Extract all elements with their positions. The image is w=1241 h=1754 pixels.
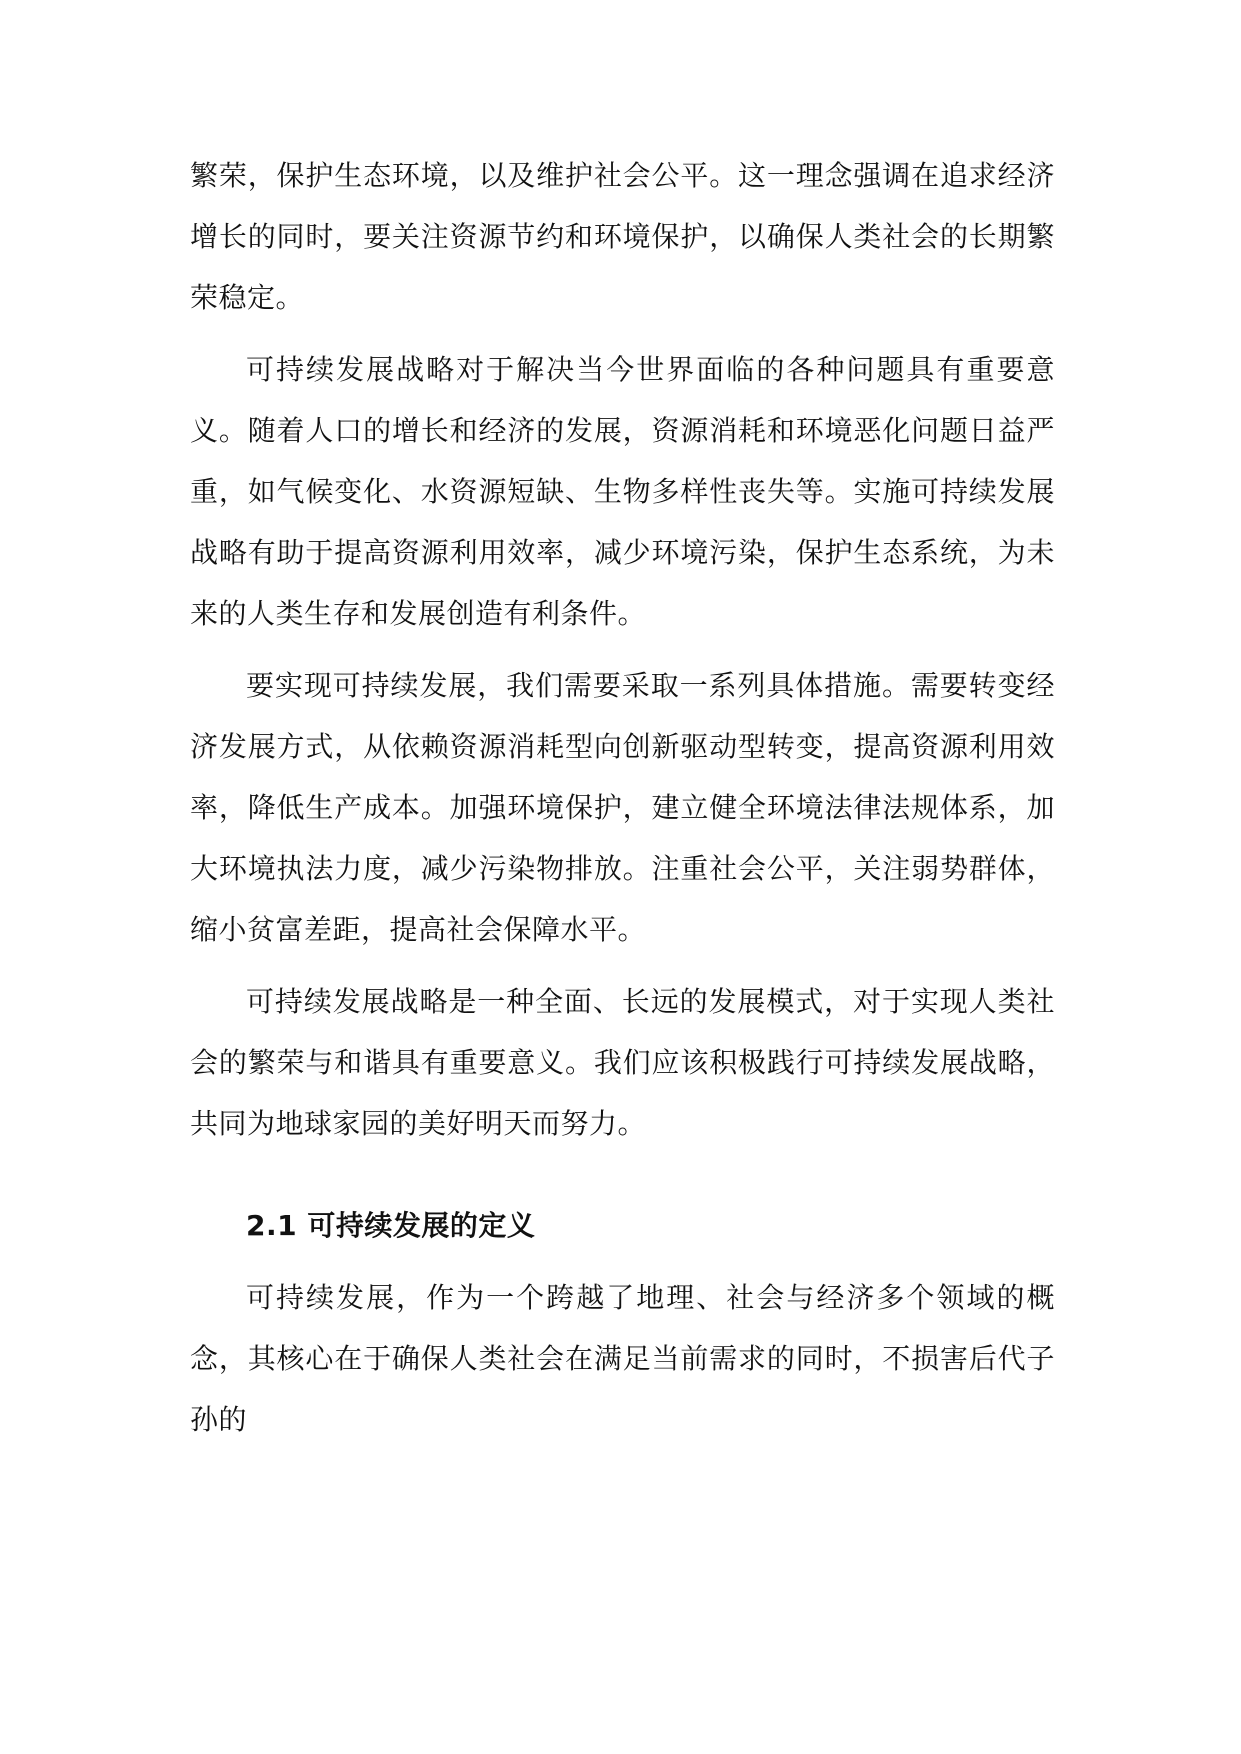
- paragraph-continuation: 繁荣，保护生态环境，以及维护社会公平。这一理念强调在追求经济增长的同时，要关注资源节约和环境保护，以确保人类社会的长期繁荣稳定。: [190, 159, 1055, 314]
- section-heading: 2.1 可持续发展的定义: [246, 1209, 536, 1242]
- paragraph-importance: 可持续发展战略对于解决当今世界面临的各种问题具有重要意义。随着人口的增长和经济的发展，资源消耗和环境恶化问题日益严重，如气候变化、水资源短缺、生物多样性丧失等。实施可持续发展战略有助于提高资源利用效率，减少环境污染，保护生态系统，为未来的人类生存和发展创造有利条件。: [190, 353, 1055, 630]
- paragraph-definition: 可持续发展，作为一个跨越了地理、社会与经济多个领域的概念，其核心在于确保人类社会在满足当前需求的同时，不损害后代子孙的: [190, 1281, 1055, 1436]
- paragraph-conclusion: 可持续发展战略是一种全面、长远的发展模式，对于实现人类社会的繁荣与和谐具有重要意义。我们应该积极践行可持续发展战略，共同为地球家园的美好明天而努力。: [190, 985, 1055, 1140]
- paragraph-measures: 要实现可持续发展，我们需要采取一系列具体措施。需要转变经济发展方式，从依赖资源消耗型向创新驱动型转变，提高资源利用效率，降低生产成本。加强环境保护，建立健全环境法律法规体系，加大环境执法力度，减少污染物排放。注重社会公平，关注弱势群体，缩小贫富差距，提高社会保障水平。: [190, 669, 1055, 946]
- document-body: [190, 145, 1055, 1461]
